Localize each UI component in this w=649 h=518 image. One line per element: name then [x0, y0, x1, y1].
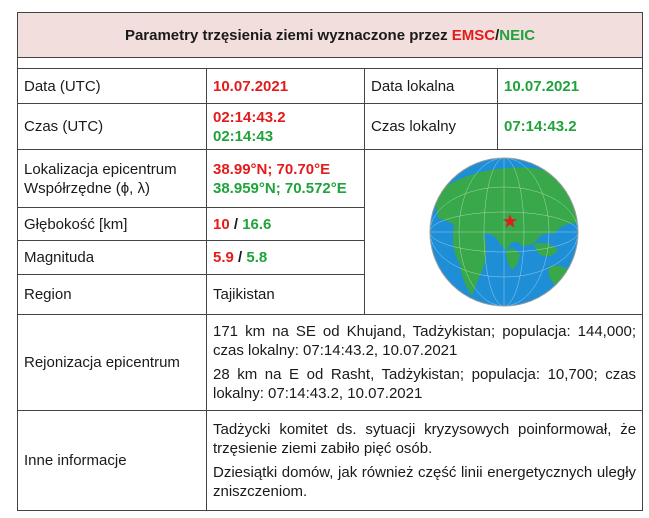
depth-separator: / — [229, 215, 243, 233]
row-location — [18, 150, 643, 208]
depth-emsc: 10 — [213, 215, 230, 233]
globe-map-cell — [365, 150, 643, 315]
globe-map — [414, 154, 594, 310]
row-info — [18, 411, 643, 511]
magnitude-values — [207, 241, 365, 275]
title-neic: NEIC — [499, 26, 536, 44]
rejonizacja-content — [207, 315, 643, 411]
depth-values — [207, 208, 365, 241]
location-values — [207, 150, 365, 208]
title-row — [18, 13, 643, 58]
date-label: Data (UTC) — [18, 69, 207, 104]
region-value: Tajikistan — [207, 275, 365, 315]
time-emsc: 02:14:43.2 — [213, 108, 286, 126]
magnitude-emsc: 5.9 — [213, 249, 234, 266]
parameters-table — [17, 12, 643, 511]
title-separator: / — [495, 26, 500, 44]
date-value: 10.07.2021 — [207, 69, 365, 104]
rejonizacja-label: Rejonizacja epicentrum — [18, 315, 207, 411]
info-label: Inne informacje — [18, 411, 207, 511]
magnitude-separator: / — [233, 249, 247, 266]
local-date-value: 10.07.2021 — [498, 69, 643, 104]
location-label-line1: Lokalizacja epicentrum — [24, 160, 177, 178]
rejonizacja-text-1: 171 km na SE od Khujand, Tadżykistan; populacja: 144,000; czas lokalny: 07:14:43.2, 10.07.2021 — [213, 323, 637, 359]
title-emsc: EMSC — [451, 26, 496, 44]
depth-neic: 16.6 — [242, 215, 272, 233]
info-text-1: Tadżycki komitet ds. sytuacji kryzysowych poinformował, że trzęsienie ziemi zabiło pięć osób. — [213, 421, 637, 457]
row-rejonizacja — [18, 315, 643, 411]
location-label — [18, 150, 207, 208]
local-time-label: Czas lokalny — [365, 104, 498, 150]
table-title — [18, 13, 643, 58]
info-content — [207, 411, 643, 511]
info-text-2: Dziesiątki domów, jak również część linii energetycznych uległy zniszczeniom. — [213, 464, 637, 500]
local-date-label: Data lokalna — [365, 69, 498, 104]
title-text: Parametry trzęsienia ziemi wyznaczone przez — [124, 26, 452, 44]
location-neic: 38.959°N; 70.572°E — [213, 179, 347, 197]
depth-label: Głębokość [km] — [18, 208, 207, 241]
magnitude-neic: 5.8 — [246, 249, 268, 266]
spacer-row — [18, 58, 643, 69]
earthquake-parameters-document — [17, 12, 642, 511]
row-date — [18, 69, 643, 104]
time-values — [207, 104, 365, 150]
row-time — [18, 104, 643, 150]
region-label: Region — [18, 275, 207, 315]
location-label-line2: Współrzędne (ϕ, λ) — [24, 179, 150, 197]
time-neic: 02:14:43 — [213, 127, 274, 145]
local-time-value: 07:14:43.2 — [498, 104, 643, 150]
time-label: Czas (UTC) — [18, 104, 207, 150]
rejonizacja-text-2: 28 km na E od Rasht, Tadżykistan; populacja: 10,700; czas lokalny: 07:14:43.2, 10.07.2021 — [213, 366, 637, 402]
location-emsc: 38.99°N; 70.70°E — [213, 160, 331, 178]
magnitude-label: Magnituda — [18, 241, 207, 275]
